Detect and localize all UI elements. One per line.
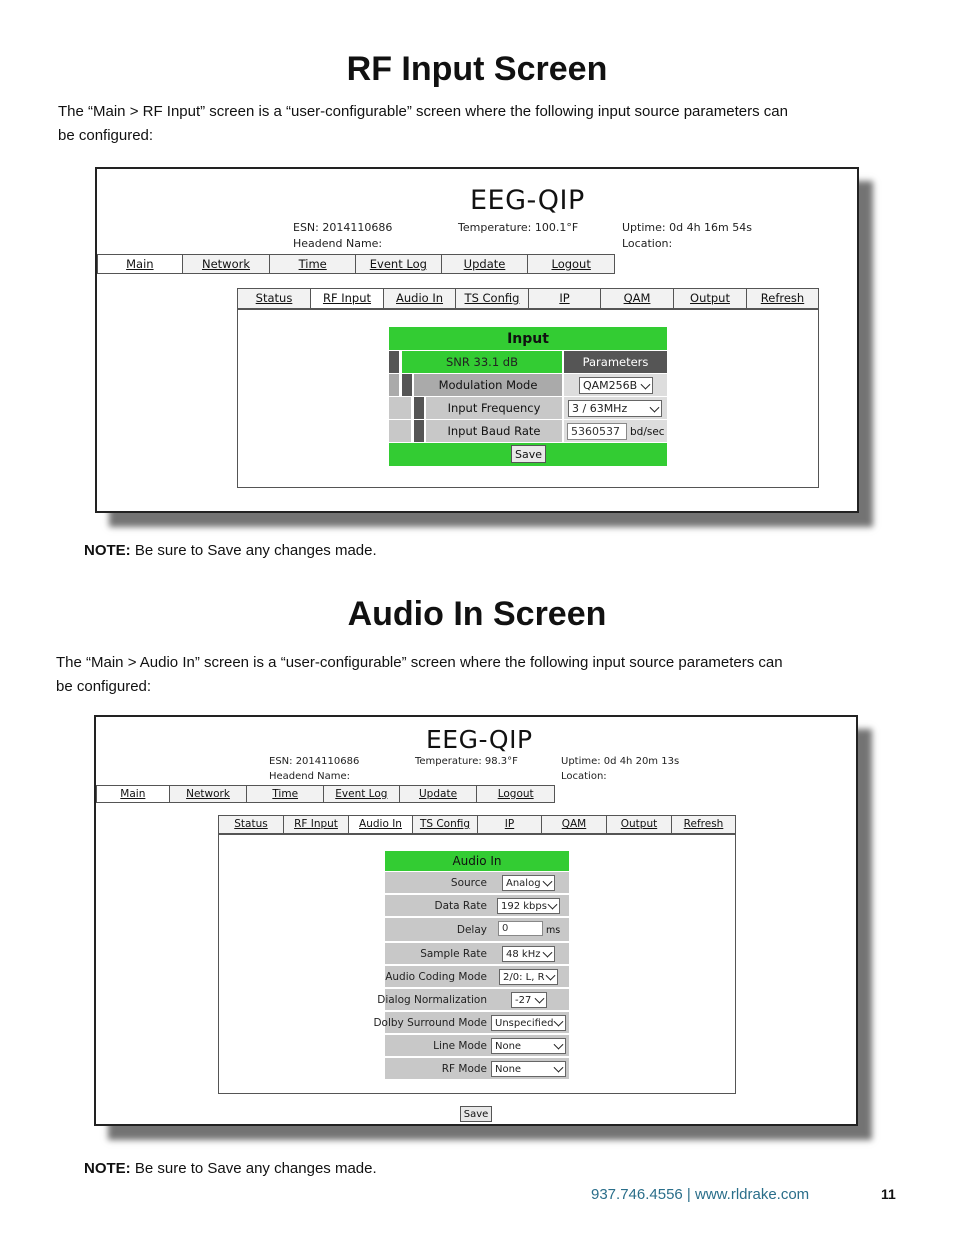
indicator xyxy=(389,374,399,396)
note-rf xyxy=(84,542,377,559)
chevron-down-icon xyxy=(548,900,558,910)
tab-ip[interactable]: IP xyxy=(529,289,601,308)
location-label: Location: xyxy=(561,771,607,782)
main-nav xyxy=(97,254,615,274)
brand-logo: EEG-QIP xyxy=(470,185,585,216)
tab-qam[interactable]: QAM xyxy=(542,816,607,833)
chevron-down-icon xyxy=(543,948,553,958)
line-mode-select[interactable] xyxy=(491,1038,566,1054)
tab-output[interactable]: Output xyxy=(607,816,672,833)
indicator xyxy=(402,374,412,396)
chevron-down-icon xyxy=(641,379,651,389)
tab-qam[interactable]: QAM xyxy=(601,289,674,308)
intro-paragraph-audio xyxy=(56,651,783,699)
select-value: None xyxy=(495,1040,522,1052)
nav-update[interactable]: Update xyxy=(400,786,478,802)
select-value: None xyxy=(495,1063,522,1075)
select-value: -27 xyxy=(515,994,532,1006)
chevron-down-icon xyxy=(546,971,556,981)
headend-label: Headend Name: xyxy=(269,771,351,782)
dolby-surround-mode-label: Dolby Surround Mode xyxy=(373,1017,487,1029)
data-rate-label: Data Rate xyxy=(434,900,487,912)
source-select[interactable] xyxy=(502,875,555,891)
input-table-title: Input xyxy=(389,327,667,350)
input-baud-rate-field[interactable]: 5360537 xyxy=(567,423,627,440)
baud-unit: bd/sec xyxy=(630,426,665,438)
rf-mode-label: RF Mode xyxy=(441,1063,487,1075)
temperature-label: Temperature: 98.3°F xyxy=(415,756,518,767)
rf-mode-select[interactable] xyxy=(491,1061,566,1077)
chevron-down-icon xyxy=(554,1040,564,1050)
uptime-label: Uptime: 0d 4h 16m 54s xyxy=(622,221,752,234)
sub-nav xyxy=(237,288,819,309)
esn-label: ESN: 2014110686 xyxy=(269,756,360,767)
audio-table xyxy=(373,851,569,1079)
note-text: Be sure to Save any changes made. xyxy=(130,1160,377,1177)
dialog-normalization-label: Dialog Normalization xyxy=(377,994,487,1006)
snr-readout: SNR 33.1 dB xyxy=(402,351,562,373)
section-title-audio-in: Audio In Screen xyxy=(347,595,607,633)
location-label: Location: xyxy=(622,237,673,250)
chevron-down-icon xyxy=(554,1063,564,1073)
nav-update[interactable]: Update xyxy=(442,255,529,273)
save-button[interactable]: Save xyxy=(460,1106,492,1122)
indicator xyxy=(414,420,424,442)
nav-main[interactable]: Main xyxy=(97,786,170,802)
nav-time[interactable]: Time xyxy=(247,786,324,802)
input-table xyxy=(389,327,667,469)
save-button[interactable]: Save xyxy=(511,445,546,463)
audio-in-screenshot xyxy=(94,715,858,1126)
delay-unit: ms xyxy=(546,925,561,936)
para-line: The “Main > RF Input” screen is a “user-configurable” screen where the following input source parameters can xyxy=(58,103,788,120)
dialog-normalization-select[interactable] xyxy=(511,992,547,1008)
select-value: 48 kHz xyxy=(506,948,541,960)
chevron-down-icon xyxy=(535,994,545,1004)
indicator xyxy=(389,351,399,373)
tab-ip[interactable]: IP xyxy=(478,816,542,833)
tab-ts-config[interactable]: TS Config xyxy=(456,289,529,308)
indicator xyxy=(389,397,411,419)
input-frequency-select[interactable] xyxy=(568,400,662,417)
sample-rate-label: Sample Rate xyxy=(420,948,487,960)
select-value: Unspecified xyxy=(495,1017,554,1029)
indicator xyxy=(389,420,411,442)
rf-input-screenshot xyxy=(95,167,859,513)
nav-event-log[interactable]: Event Log xyxy=(324,786,400,802)
tab-output[interactable]: Output xyxy=(674,289,747,308)
para-line: be configured: xyxy=(56,678,152,695)
line-mode-label: Line Mode xyxy=(433,1040,487,1052)
select-value: 192 kbps xyxy=(501,900,547,912)
audio-coding-mode-select[interactable] xyxy=(499,969,558,985)
chevron-down-icon xyxy=(554,1017,564,1027)
tab-audio-in[interactable]: Audio In xyxy=(384,289,456,308)
data-rate-select[interactable] xyxy=(497,898,560,914)
para-line: The “Main > Audio In” screen is a “user-configurable” screen where the following input source parameters can xyxy=(56,654,783,671)
source-label: Source xyxy=(450,877,487,889)
para-line: be configured: xyxy=(58,127,154,144)
dolby-surround-mode-select[interactable] xyxy=(491,1015,566,1031)
page-number: 11 xyxy=(881,1186,896,1202)
audio-coding-mode-label: Audio Coding Mode xyxy=(385,971,487,983)
note-label: NOTE: xyxy=(84,542,131,559)
content-panel xyxy=(218,834,736,1094)
tab-refresh[interactable]: Refresh xyxy=(683,818,724,830)
nav-event-log[interactable]: Event Log xyxy=(356,255,442,273)
temperature-label: Temperature: 100.1°F xyxy=(458,221,579,234)
modulation-mode-label: Modulation Mode xyxy=(414,374,562,396)
esn-label: ESN: 2014110686 xyxy=(293,221,393,234)
sample-rate-select[interactable] xyxy=(502,946,555,962)
uptime-label: Uptime: 0d 4h 20m 13s xyxy=(561,756,680,767)
brand-logo: EEG-QIP xyxy=(426,725,533,754)
parameters-header: Parameters xyxy=(564,351,667,373)
note-text: Be sure to Save any changes made. xyxy=(130,542,377,559)
sub-nav xyxy=(218,815,736,834)
select-value: 2/0: L, R xyxy=(503,971,545,983)
delay-field[interactable]: 0 xyxy=(498,921,543,936)
intro-paragraph-rf xyxy=(58,100,788,148)
tab-ts-config[interactable]: TS Config xyxy=(413,816,478,833)
chevron-down-icon xyxy=(543,877,553,887)
main-nav xyxy=(96,785,555,803)
nav-time[interactable]: Time xyxy=(270,255,356,273)
content-panel xyxy=(237,309,819,488)
section-title-rf-input: RF Input Screen xyxy=(346,50,608,88)
note-label: NOTE: xyxy=(84,1160,131,1177)
select-value: Analog xyxy=(506,877,541,889)
tab-status[interactable]: Status xyxy=(219,816,284,833)
tab-rf-input[interactable]: RF Input xyxy=(284,816,349,833)
nav-main[interactable]: Main xyxy=(98,255,183,273)
nav-network[interactable]: Network xyxy=(170,786,248,802)
chevron-down-icon xyxy=(650,402,660,412)
input-frequency-label: Input Frequency xyxy=(426,397,562,419)
modulation-mode-select[interactable] xyxy=(579,377,653,394)
tab-audio-in[interactable]: Audio In xyxy=(349,816,413,833)
audio-table-title: Audio In xyxy=(385,851,569,871)
indicator xyxy=(414,397,424,419)
nav-logout[interactable]: Logout xyxy=(551,257,591,271)
tab-rf-input[interactable]: RF Input xyxy=(311,289,384,308)
note-audio xyxy=(84,1160,377,1177)
nav-network[interactable]: Network xyxy=(183,255,271,273)
headend-label: Headend Name: xyxy=(293,237,383,250)
select-value: 3 / 63MHz xyxy=(572,402,628,415)
tab-status[interactable]: Status xyxy=(238,289,311,308)
input-baud-rate-label: Input Baud Rate xyxy=(426,420,562,442)
delay-label: Delay xyxy=(456,924,487,936)
select-value: QAM256B xyxy=(583,379,638,392)
tab-refresh[interactable]: Refresh xyxy=(760,291,805,305)
footer-contact: 937.746.4556 | www.rldrake.com xyxy=(591,1186,810,1203)
nav-logout[interactable]: Logout xyxy=(497,788,534,800)
